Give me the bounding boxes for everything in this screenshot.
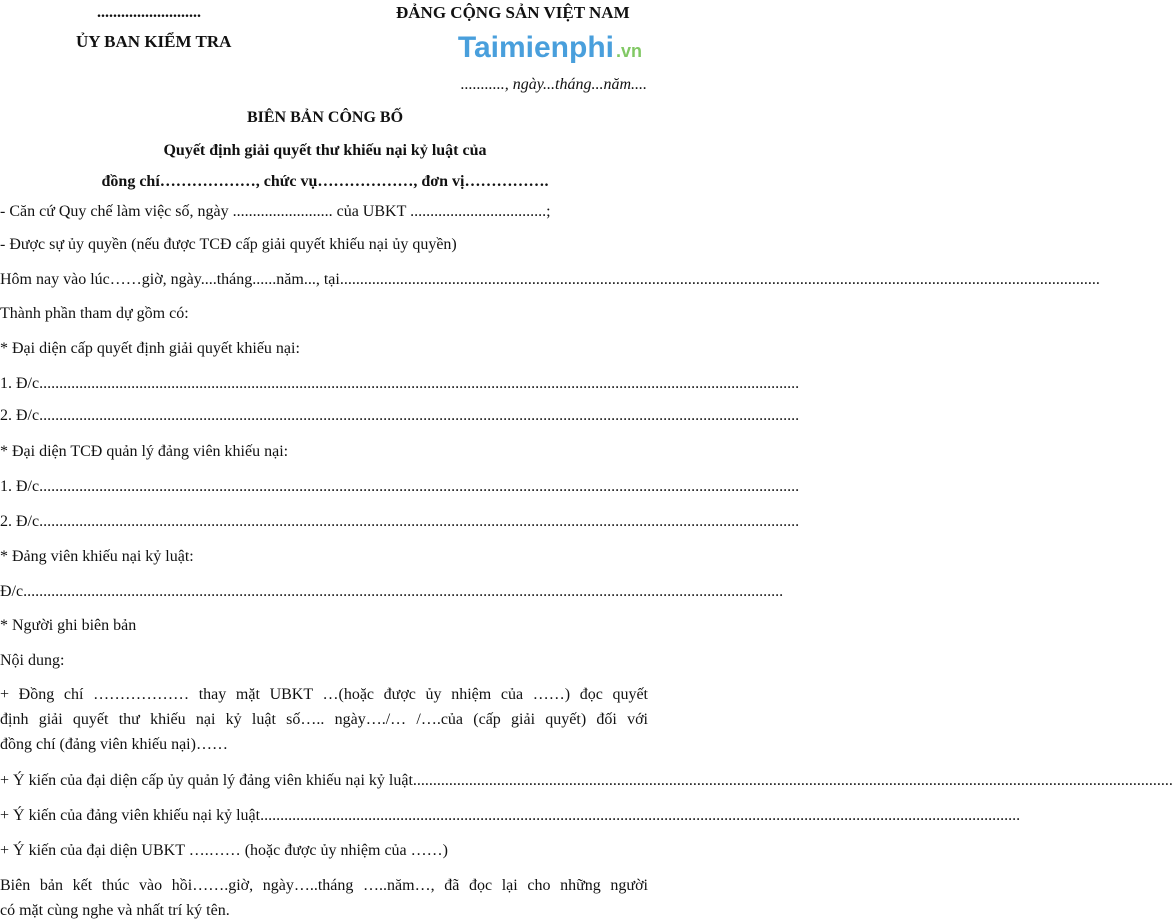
body-line	[0, 806, 1021, 826]
body-line: Thành phần tham dự gồm có:	[0, 305, 189, 322]
body-line: * Đảng viên khiếu nại kỷ luật:	[0, 548, 194, 565]
body-line: đồng chí (đảng viên khiếu nại)……	[0, 736, 228, 753]
body-line: có mặt cùng nghe và nhất trí ký tên.	[0, 902, 230, 919]
document-title: BIÊN BẢN CÔNG BỐ	[246, 109, 404, 126]
body-line: * Đại diện TCĐ quản lý đảng viên khiếu nại:	[0, 443, 289, 460]
fill-leader: ..............................................................................................................................................................................................	[39, 513, 800, 530]
body-line: định giải quyết thư khiếu nại kỷ luật số….. ngày…./… /….của (cấp giải quyết) đối với	[0, 711, 648, 728]
body-line: Nội dung:	[0, 652, 65, 669]
line-text: + Ý kiến của đảng viên khiếu nại kỷ luật	[0, 807, 261, 824]
fill-leader: ..............................................................................................................................................................................................	[412, 772, 1173, 789]
body-line: - Được sự ủy quyền (nếu được TCĐ cấp giải quyết khiếu nại ủy quyền)	[0, 236, 457, 253]
line-text: 2. Đ/c	[0, 513, 40, 530]
body-line	[0, 374, 800, 394]
document-subtitle-2: đồng chí………………, chức vụ………………, đơn vị…………….	[101, 173, 549, 190]
fill-leader: ..............................................................................................................................................................................................	[260, 807, 1021, 824]
fill-leader: ..............................................................................................................................................................................................	[39, 375, 800, 392]
body-line: - Căn cứ Quy chế làm việc số, ngày ......................... của UBKT ..................................;	[0, 203, 551, 220]
body-line	[0, 512, 800, 532]
line-text: + Ý kiến của đại diện cấp ủy quản lý đảng viên khiếu nại kỷ luật	[0, 772, 413, 789]
line-text: Hôm nay vào lúc……giờ, ngày....tháng......năm..., tại	[0, 271, 340, 288]
body-line: * Đại diện cấp quyết định giải quyết khiếu nại:	[0, 340, 300, 357]
date-line: ..........., ngày...tháng...năm....	[460, 76, 647, 93]
committee-name: ỦY BAN KIỂM TRA	[76, 32, 232, 51]
body-line	[0, 582, 784, 602]
party-name: ĐẢNG CỘNG SẢN VIỆT NAM	[396, 3, 630, 22]
body-line	[0, 477, 800, 497]
fill-leader: ..............................................................................................................................................................................................	[39, 478, 800, 495]
body-line: + Ý kiến của đại diện UBKT ….…… (hoặc được ủy nhiệm của ……)	[0, 842, 448, 859]
watermark-icon: T	[457, 31, 474, 64]
fill-leader: ..............................................................................................................................................................................................	[39, 407, 800, 424]
line-text: 1. Đ/c	[0, 375, 40, 392]
fill-leader: ..............................................................................................................................................................................................	[339, 271, 1100, 288]
document-subtitle: Quyết định giải quyết thư khiếu nại kỷ luật của	[163, 142, 487, 159]
line-text: Đ/c	[0, 583, 24, 600]
fill-leader: ..............................................................................................................................................................................................	[23, 583, 784, 600]
body-line	[0, 406, 800, 426]
body-line: * Người ghi biên bản	[0, 617, 137, 634]
body-line	[0, 270, 1100, 290]
org-name-placeholder: ..........................	[97, 4, 201, 21]
body-line: + Đồng chí ……………… thay mặt UBKT …(hoặc được ủy nhiệm của ……) đọc quyết	[0, 686, 648, 703]
line-text: 2. Đ/c	[0, 407, 40, 424]
body-line: Biên bản kết thúc vào hồi…….giờ, ngày…..tháng …..năm…, đã đọc lại cho những người	[0, 877, 648, 894]
watermark-tld: .vn	[615, 41, 642, 61]
watermark-logo	[458, 30, 642, 69]
line-text: 1. Đ/c	[0, 478, 40, 495]
body-line	[0, 771, 1173, 791]
watermark-text: aimienphi	[473, 31, 614, 64]
